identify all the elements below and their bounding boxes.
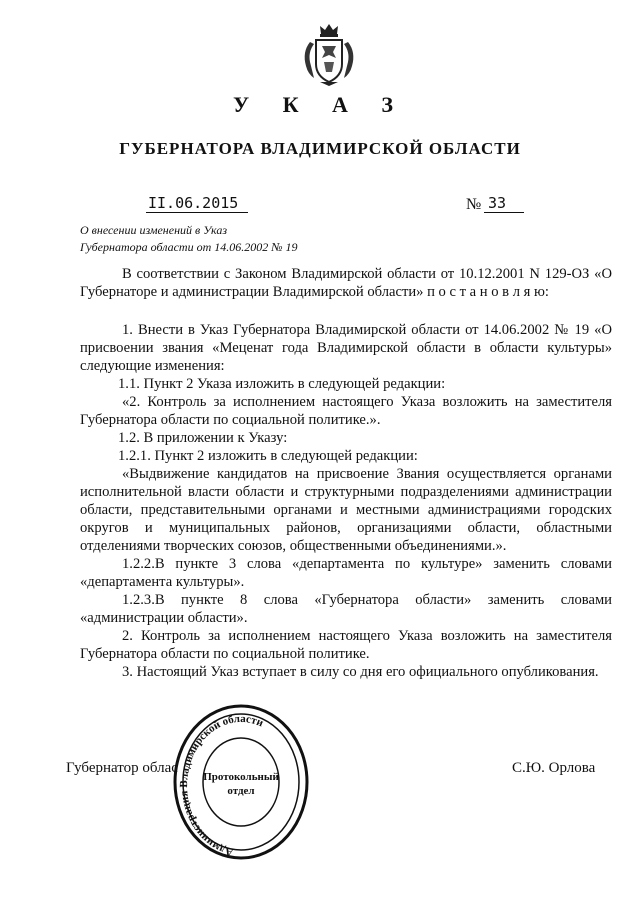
subject-line-1: О внесении изменений в Указ (80, 223, 228, 237)
document-subject (80, 222, 298, 256)
document-body (80, 321, 612, 681)
paragraph-1-2-1-text: «Выдвижение кандидатов на присвоение Звания осуществляется органами исполнительной власти области и структурными подразделениями администрации области, представительными органами и местными администрациями городских округов и муниципальных районов, организациями области, областными отделениями творческих союзов, общественными объединениями.». (80, 466, 612, 554)
paragraph-1: 1. Внести в Указ Губернатора Владимирской области от 14.06.2002 № 19 «О присвоении звания «Меценат года Владимирской области в области культуры» следующие изменения: (80, 322, 612, 374)
paragraph-3: 3. Настоящий Указ вступает в силу со дня его официального опубликования. (122, 664, 599, 680)
stamp-center-line-2: отдел (227, 785, 255, 797)
paragraph-2: 2. Контроль за исполнением настоящего Указа возложить на заместителя Губернатора области по социальной политике. (80, 628, 612, 662)
stamp-center-line-1: Протокольный (203, 771, 279, 783)
document-subtitle: ГУБЕРНАТОРА ВЛАДИМИРСКОЙ ОБЛАСТИ (119, 139, 521, 158)
preamble-text: В соответствии с Законом Владимирской области от 10.12.2001 N 129-ОЗ «О Губернаторе и администрации Владимирской области» п о с т а н о в л я ю: (80, 266, 612, 300)
paragraph-1-1-text: «2. Контроль за исполнением настоящего Указа возложить на заместителя Губернатора области по социальной политике.». (80, 394, 612, 428)
signature-position: Губернатор облас (66, 760, 178, 776)
paragraph-1-2-3: 1.2.3.В пункте 8 слова «Губернатора области» заменить словами «администрации области». (80, 592, 612, 626)
preamble (80, 265, 612, 301)
stamp-ring-text: Администрация Владимирской области (177, 712, 266, 859)
paragraph-1-2-1: 1.2.1. Пункт 2 изложить в следующей редакции: (118, 448, 418, 464)
document-number: 33 (484, 194, 524, 213)
coat-of-arms-emblem (300, 22, 358, 88)
signature-name: С.Ю. Орлова (512, 760, 596, 776)
number-label: № (466, 196, 482, 213)
paragraph-1-2: 1.2. В приложении к Указу: (118, 430, 288, 446)
paragraph-1-1: 1.1. Пункт 2 Указа изложить в следующей редакции: (118, 376, 446, 392)
document-date: II.06.2015 (146, 194, 248, 213)
subject-line-2: Губернатора области от 14.06.2002 № 19 (80, 240, 298, 254)
document-title: У К А З (232, 92, 408, 117)
paragraph-1-2-2: 1.2.2.В пункте 3 слова «департамента по культуре» заменить словами «департамента культуры». (80, 556, 612, 590)
official-stamp (171, 702, 311, 862)
